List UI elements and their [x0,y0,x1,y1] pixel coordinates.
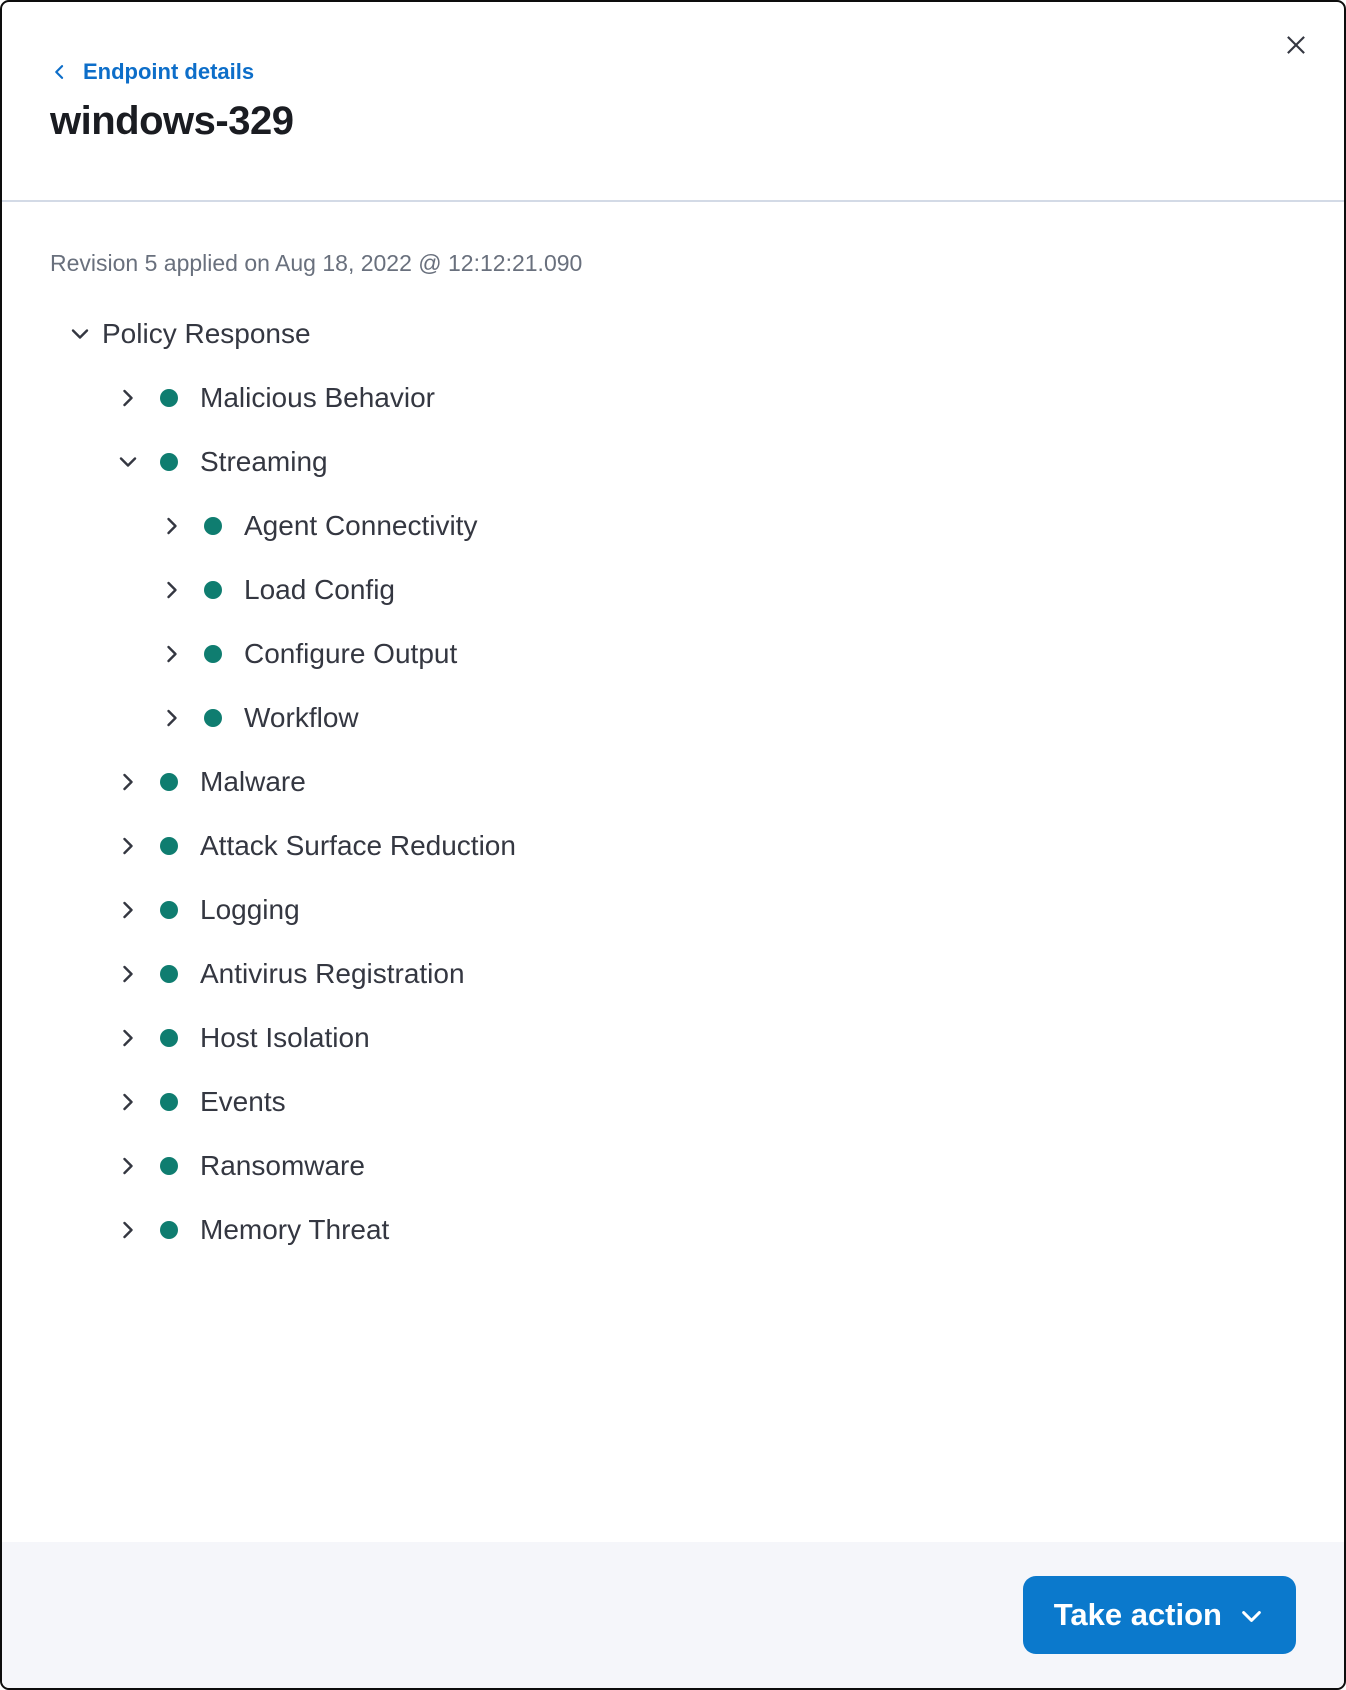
status-dot [204,581,222,599]
status-dot [160,389,178,407]
tree-item-streaming[interactable] [50,430,1296,494]
chevron-left-icon [50,61,70,83]
chevron-down-icon[interactable] [114,448,142,476]
tree-item-label: Policy Response [102,318,311,349]
status-dot [204,709,222,727]
tree-item-antivirus-registration[interactable] [50,942,1296,1006]
tree-item-label: Malware [200,766,306,797]
chevron-right-icon[interactable] [114,1024,142,1052]
tree-item-label: Agent Connectivity [244,510,478,541]
tree-item-label: Logging [200,894,300,925]
tree-item-ransomware[interactable] [50,1134,1296,1198]
chevron-right-icon[interactable] [158,640,186,668]
back-to-endpoint-details-link[interactable] [50,58,254,86]
chevron-right-icon[interactable] [158,704,186,732]
tree-item-label: Ransomware [200,1150,365,1181]
chevron-down-icon[interactable] [66,320,94,348]
status-dot [160,901,178,919]
tree-item-workflow[interactable] [50,686,1296,750]
status-dot [160,773,178,791]
tree-item-memory-threat[interactable] [50,1198,1296,1262]
status-dot [160,1221,178,1239]
tree-item-label: Malicious Behavior [200,382,435,413]
tree-item-load-config[interactable] [50,558,1296,622]
tree-item-malware[interactable] [50,750,1296,814]
chevron-right-icon[interactable] [114,1152,142,1180]
tree-item-label: Load Config [244,574,396,605]
tree-item-label: Streaming [200,446,328,477]
chevron-right-icon[interactable] [114,960,142,988]
status-dot [160,837,178,855]
tree-item-policy-response[interactable] [50,302,1296,366]
tree-item-label: Workflow [244,702,359,733]
tree-item-agent-connectivity[interactable] [50,494,1296,558]
take-action-label: Take action [1053,1597,1222,1632]
status-dot [160,453,178,471]
policy-response-tree [50,302,1296,1262]
tree-item-label: Events [200,1086,286,1117]
status-dot [204,517,222,535]
flyout-header [2,2,1344,202]
tree-item-host-isolation[interactable] [50,1006,1296,1070]
status-dot [204,645,222,663]
chevron-right-icon[interactable] [114,832,142,860]
tree-item-malicious-behavior[interactable] [50,366,1296,430]
tree-item-configure-output[interactable] [50,622,1296,686]
flyout-footer [2,1542,1344,1688]
tree-item-attack-surface-reduction[interactable] [50,814,1296,878]
chevron-right-icon[interactable] [158,512,186,540]
tree-item-label: Attack Surface Reduction [200,830,516,861]
flyout-body [2,202,1344,1262]
tree-item-label: Memory Threat [200,1214,390,1245]
status-dot [160,965,178,983]
back-link-label: Endpoint details [83,59,255,84]
chevron-right-icon[interactable] [114,768,142,796]
chevron-right-icon[interactable] [114,896,142,924]
chevron-right-icon[interactable] [114,384,142,412]
revision-applied-text: Revision 5 applied on Aug 18, 2022 @ 12:12:21.090 [50,250,583,276]
tree-item-label: Host Isolation [200,1022,370,1053]
tree-item-logging[interactable] [50,878,1296,942]
tree-item-label: Configure Output [244,638,458,669]
page-title: windows-329 [50,99,294,143]
take-action-button[interactable] [1023,1576,1296,1654]
chevron-down-icon [1238,1600,1265,1630]
chevron-right-icon[interactable] [158,576,186,604]
status-dot [160,1157,178,1175]
chevron-right-icon[interactable] [114,1216,142,1244]
status-dot [160,1093,178,1111]
tree-item-label: Antivirus Registration [200,958,465,989]
chevron-right-icon[interactable] [114,1088,142,1116]
tree-item-events[interactable] [50,1070,1296,1134]
status-dot [160,1029,178,1047]
